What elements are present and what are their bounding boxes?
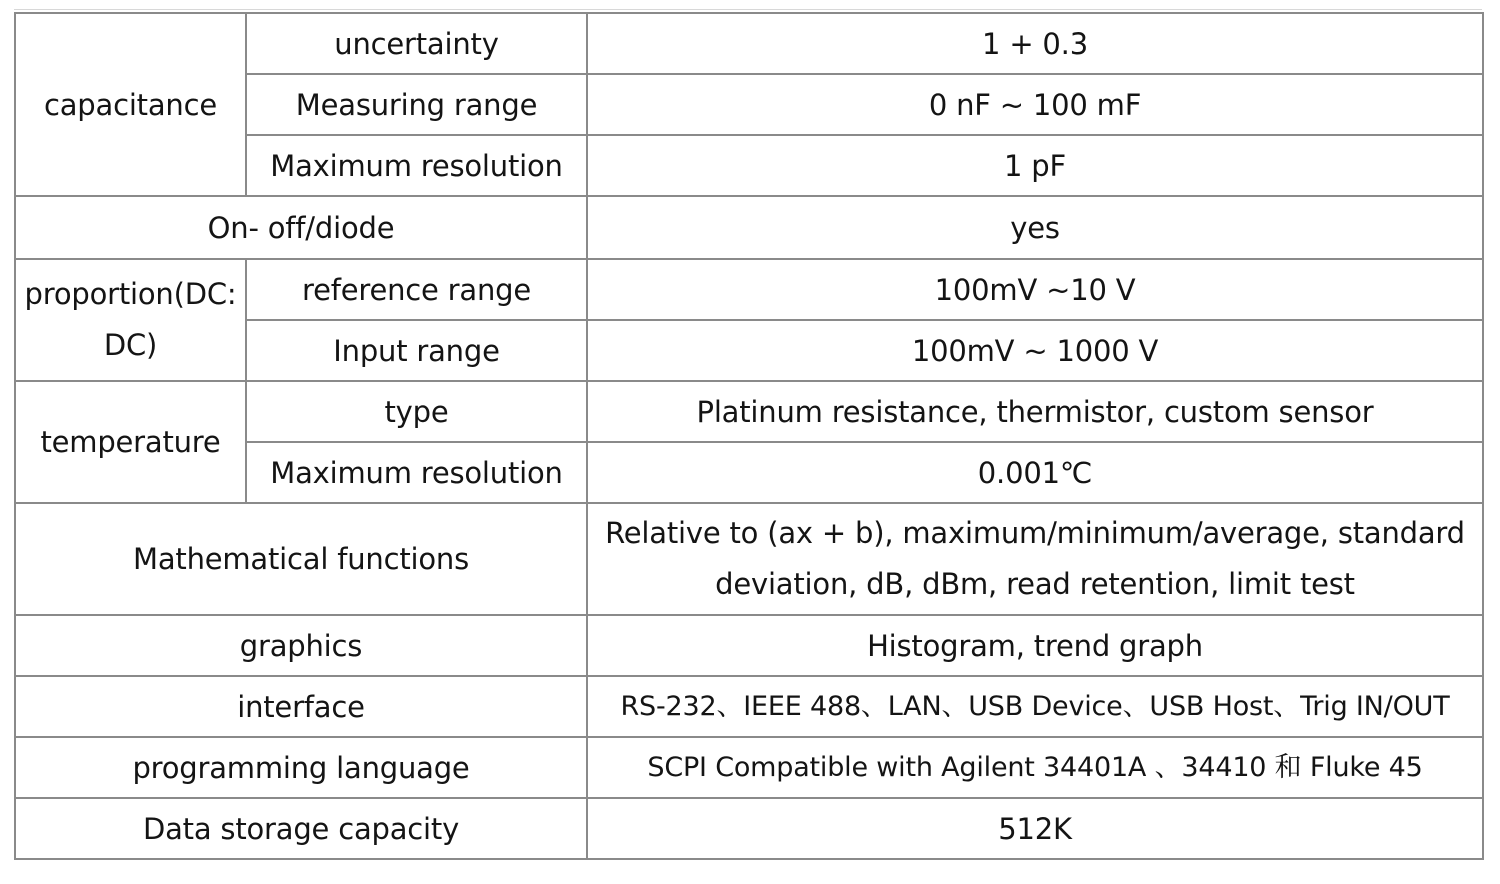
input-range-label-cell: Input range xyxy=(246,320,587,381)
measuring-range-label-cell: Measuring range xyxy=(246,74,587,135)
input-range-value-cell: 100mV ~ 1000 V xyxy=(587,320,1483,381)
table-row xyxy=(15,676,1483,737)
proportion-category-cell: proportion(DC: DC) xyxy=(15,259,246,381)
uncertainty-label-cell: uncertainty xyxy=(246,13,587,74)
top-rule xyxy=(14,9,1482,10)
temperature-type-value-cell: Platinum resistance, thermistor, custom sensor xyxy=(587,381,1483,442)
math-functions-value-cell: Relative to (ax + b), maximum/minimum/average, standard deviation, dB, dBm, read retention, limit test xyxy=(587,503,1483,615)
table-row xyxy=(15,503,1483,615)
onoff-label-cell: On- off/diode xyxy=(15,196,587,259)
table-row xyxy=(15,737,1483,798)
temperature-category-cell: temperature xyxy=(15,381,246,503)
table-row xyxy=(15,13,1483,74)
capacitance-resolution-label-cell: Maximum resolution xyxy=(246,135,587,196)
programming-language-label-cell: programming language xyxy=(15,737,587,798)
reference-range-label-cell: reference range xyxy=(246,259,587,320)
table-row xyxy=(15,381,1483,442)
interface-label-cell: interface xyxy=(15,676,587,737)
onoff-value-cell: yes xyxy=(587,196,1483,259)
storage-label-cell: Data storage capacity xyxy=(15,798,587,859)
storage-value-cell: 512K xyxy=(587,798,1483,859)
uncertainty-value-cell: 1 + 0.3 xyxy=(587,13,1483,74)
table-row xyxy=(15,259,1483,320)
interface-value-cell: RS-232、IEEE 488、LAN、USB Device、USB Host、Trig IN/OUT xyxy=(587,676,1483,737)
capacitance-resolution-value-cell: 1 pF xyxy=(587,135,1483,196)
reference-range-value-cell: 100mV ~10 V xyxy=(587,259,1483,320)
table-row xyxy=(15,615,1483,676)
spec-table xyxy=(14,12,1484,860)
temperature-resolution-value-cell: 0.001℃ xyxy=(587,442,1483,503)
graphics-value-cell: Histogram, trend graph xyxy=(587,615,1483,676)
capacitance-category-cell: capacitance xyxy=(15,13,246,196)
math-functions-label-cell: Mathematical functions xyxy=(15,503,587,615)
temperature-resolution-label-cell: Maximum resolution xyxy=(246,442,587,503)
measuring-range-value-cell: 0 nF ~ 100 mF xyxy=(587,74,1483,135)
programming-language-value-cell: SCPI Compatible with Agilent 34401A 、34410 和 Fluke 45 xyxy=(587,737,1483,798)
table-row xyxy=(15,196,1483,259)
table-row xyxy=(15,798,1483,859)
graphics-label-cell: graphics xyxy=(15,615,587,676)
temperature-type-label-cell: type xyxy=(246,381,587,442)
